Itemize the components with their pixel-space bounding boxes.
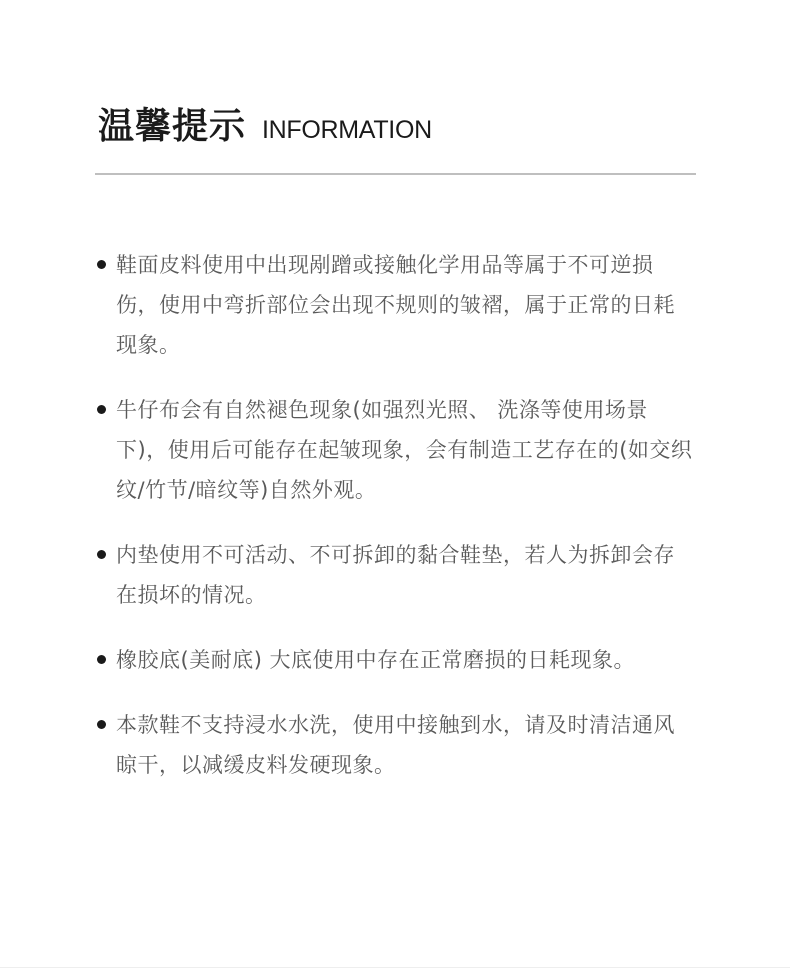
notice-text: 内垫使用不可活动、不可拆卸的黏合鞋垫，若人为拆卸会存在损坏的情况。 — [116, 543, 675, 607]
notice-item — [95, 640, 695, 680]
notice-text: 橡胶底(美耐底) 大底使用中存在正常磨损的日耗现象。 — [116, 648, 636, 672]
bullet-dot-icon — [97, 655, 106, 664]
page-title: 温馨提示 — [98, 106, 247, 147]
notice-text: 本款鞋不支持浸水水洗，使用中接触到水，请及时清洁通风晾干，以减缓皮料发硬现象。 — [116, 713, 675, 777]
notice-text: 牛仔布会有自然褪色现象(如强烈光照、 洗涤等使用场景下)，使用后可能存在起皱现象，会有制造工艺存在的(如交织纹/竹节/暗纹等)自然外观。 — [116, 398, 693, 502]
notice-item — [95, 390, 695, 510]
section-header — [98, 98, 432, 149]
page-subtitle: INFORMATION — [262, 116, 432, 144]
notice-list — [95, 245, 695, 785]
header-divider — [95, 173, 696, 175]
notice-item — [95, 705, 695, 785]
notice-item — [95, 245, 695, 365]
bullet-dot-icon — [97, 405, 106, 414]
bullet-dot-icon — [97, 550, 106, 559]
bullet-dot-icon — [97, 260, 106, 269]
notice-item — [95, 535, 695, 615]
bullet-dot-icon — [97, 720, 106, 729]
bottom-divider — [0, 967, 790, 968]
notice-text: 鞋面皮料使用中出现剐蹭或接触化学用品等属于不可逆损伤，使用中弯折部位会出现不规则的皱褶，属于正常的日耗现象。 — [116, 253, 675, 357]
